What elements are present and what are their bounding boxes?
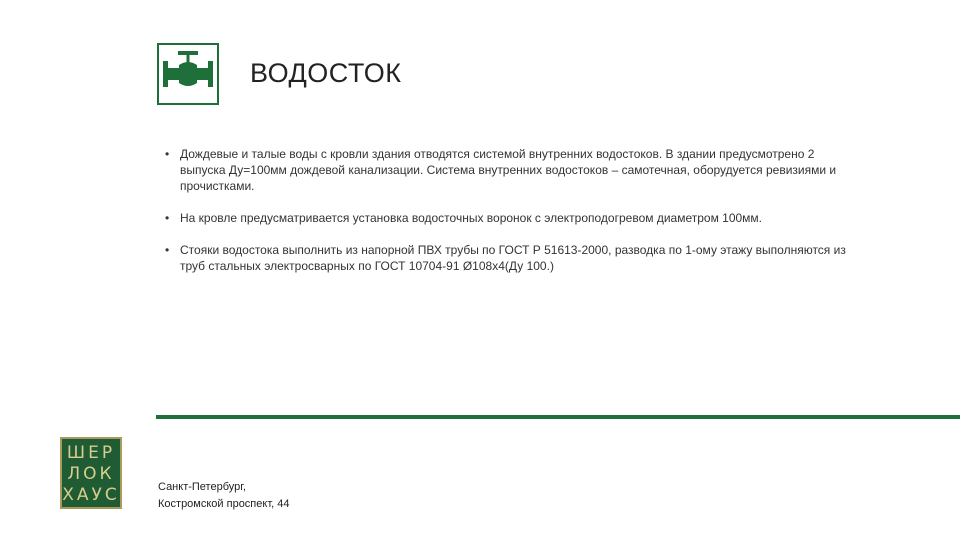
list-item: [158, 146, 858, 194]
logo-row: ЛОК: [67, 464, 115, 484]
bullet-marker: •: [165, 211, 170, 225]
bullet-list: [158, 146, 858, 290]
section-divider: [156, 415, 960, 419]
address: [158, 479, 289, 513]
address-line: Костромской проспект, 44: [158, 498, 290, 510]
logo-row: ШЕР: [66, 443, 116, 463]
logo-row: ХАУС: [62, 485, 120, 505]
bullet-text: Стояки водостока выполнить из напорной ПВХ трубы по ГОСТ Р 51613-2000, разводка по 1-ому этажу выполняются из труб стальных электросварных по ГОСТ 10704-91 Ø108х4(Ду 100.): [180, 243, 846, 273]
pipe-valve-icon: [157, 43, 219, 105]
bullet-text: На кровле предусматривается установка водосточных воронок с электроподогревом диаметром 100мм.: [180, 211, 763, 225]
company-logo: [60, 437, 122, 509]
list-item: [158, 210, 858, 226]
list-item: [158, 242, 858, 274]
bullet-marker: •: [165, 147, 170, 161]
bullet-marker: •: [165, 243, 170, 257]
address-line: Санкт-Петербург,: [158, 481, 246, 493]
page-title: ВОДОСТОК: [250, 58, 402, 88]
bullet-text: Дождевые и талые воды с кровли здания отводятся системой внутренних водостоков. В здании предусмотрено 2 выпуска Ду=100мм дождевой канализации. Система внутренних водостоков – самотечная, оборудуется ревизиями и прочистками.: [180, 147, 837, 193]
